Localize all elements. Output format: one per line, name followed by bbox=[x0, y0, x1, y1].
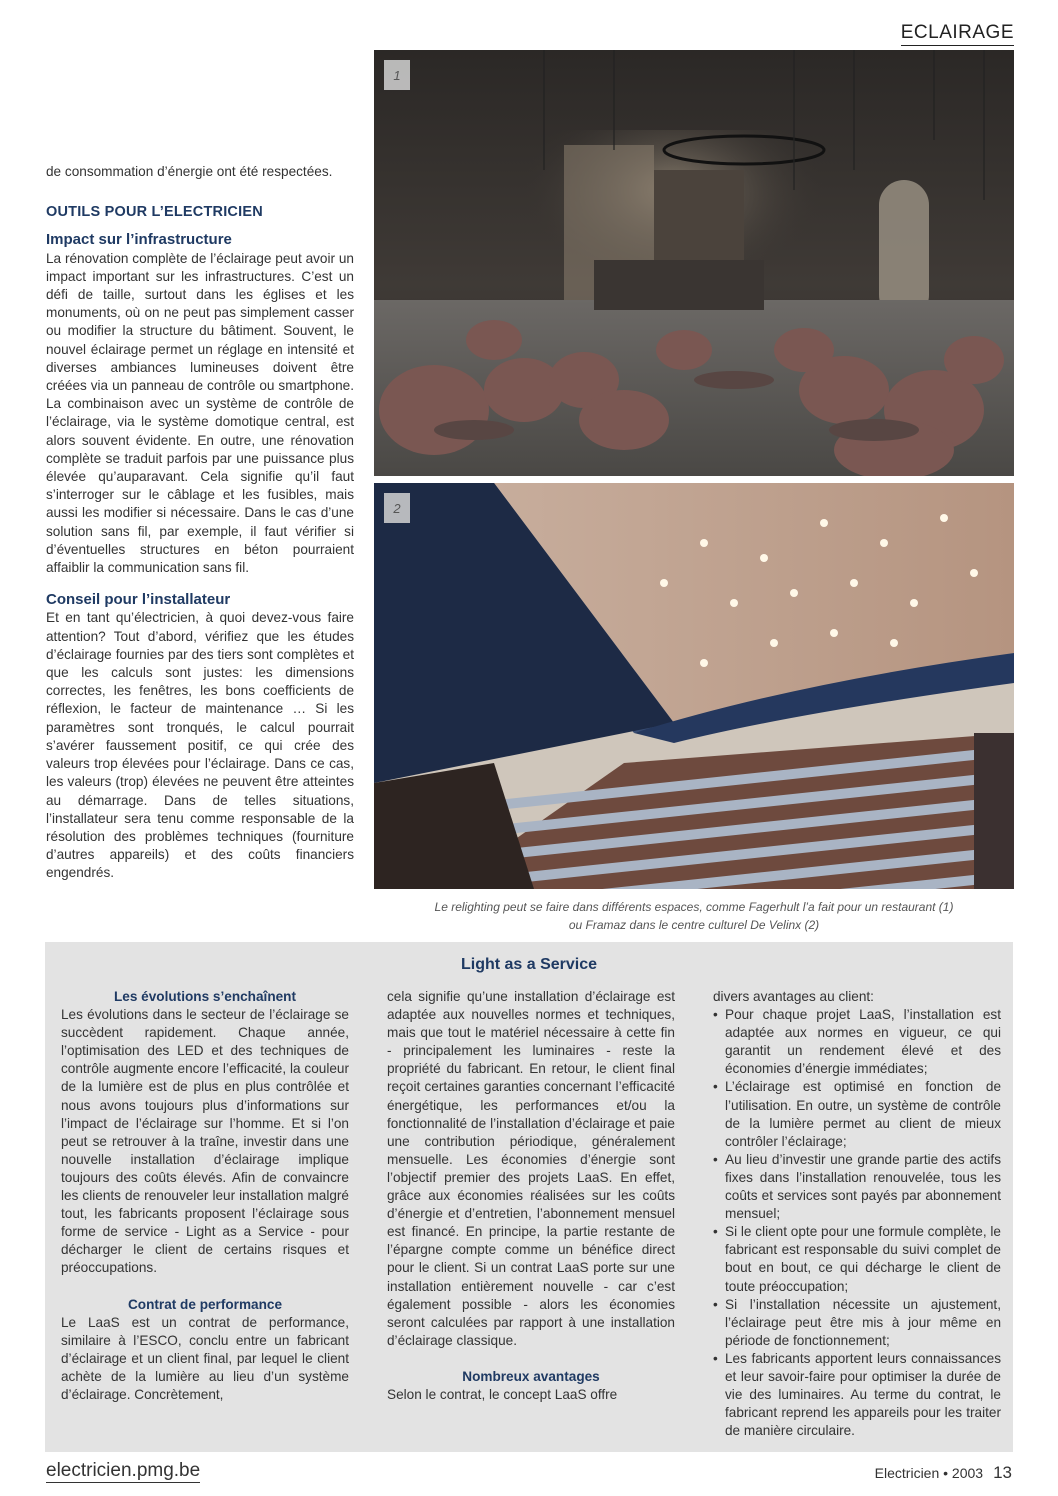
page-number: 13 bbox=[993, 1463, 1012, 1482]
box-paragraph: cela signifie qu’une installation d’éclairage est adaptée aux nouvelles normes et techniques, mais que tout le matériel nécessaire à cette fin - principalement les luminaires - reste la propriété du fabricant. En retour, le client final reçoit certaines garanties concernant l’efficacité énergétique, les performances et/ou la fonctionnalité de l’installation d’éclairage et paie une contribution périodique, généralement mensuelle. Les économies d’énergie sont l’objectif premier des projets LaaS. En effet, grâce aux économies réalisées sur les coûts d’énergie et d’entretien, l’abonnement mensuel est financé. En principe, la partie restante de l’épargne compte comme un bénéfice direct pour le client. Si un contrat LaaS porte sur une installation entièrement nouvelle - car c’est également possible - alors les économies seront calculées par rapport à une installation d’éclairage classique. bbox=[387, 989, 675, 1348]
caption-line: ou Framaz dans le centre culturel De Velinx (2) bbox=[568, 918, 820, 932]
magazine-issue: Electricien • 2003 bbox=[874, 1465, 984, 1481]
list-item: • L’éclairage est optimisé en fonction de l’utilisation. En outre, un système de contrôle de la lumière permet au client de mieux contrôler l’éclairage; bbox=[713, 1078, 1001, 1150]
section-heading: OUTILS POUR L’ELECTRICIEN bbox=[46, 204, 263, 221]
photo-caption bbox=[374, 898, 1014, 934]
box-paragraph: Les évolutions dans le secteur de l’éclairage se succèdent rapidement. Chaque année, l’optimisation des LED et des techniques de contrôle augmente encore l’efficacité, la couleur de la lumière est de plus en plus contrôlée et nous avons toujours plus d’informations sur l’impact de l’éclairage sur l’homme. Et si l’on peut se retrouver à la traîne, investir dans une nouvelle installation d’éclairage implique toujours des coûts élevés. Afin de convaincre les clients de renouveler leur installation malgré tout, les fabricants proposent l’éclairage sous forme de service - Light as a Service - pour décharger le client de certains risques et préoccupations. bbox=[61, 1007, 349, 1276]
left-column bbox=[46, 163, 354, 883]
box-subheading: Les évolutions s’enchaînent bbox=[113, 989, 297, 1004]
footer-website-link[interactable]: electricien.pmg.be bbox=[46, 1460, 201, 1481]
list-item: • Les fabricants apportent leurs connaissances et leur savoir-faire pour optimiser la durée de vie des luminaires. Au terme du contrat, le fabricant reprend les appareils pour les traiter de manière circulaire. bbox=[713, 1350, 1001, 1440]
caption-line: Le relighting peut se faire dans différents espaces, comme Fagerhult l’a fait pour un restaurant (1) bbox=[434, 900, 954, 914]
section-label: ECLAIRAGE bbox=[901, 22, 1014, 46]
box-column-3 bbox=[713, 988, 1001, 1440]
list-item: • Si l’installation nécessite un ajustement, l’éclairage peut être mis à jour même en période de fonctionnement; bbox=[713, 1296, 1001, 1350]
box-paragraph: Le LaaS est un contrat de performance, similaire à l’ESCO, conclu entre un fabricant d’éclairage et un client final, par lequel le client achète de la lumière au lieu d’un système d’éclairage. Concrètement, bbox=[61, 1314, 349, 1402]
box-title: Light as a Service bbox=[460, 956, 598, 973]
photo-number: 2 bbox=[384, 493, 410, 523]
box-column-2 bbox=[387, 988, 675, 1404]
photo-number: 1 bbox=[384, 60, 410, 90]
paragraph-infrastructure: La rénovation complète de l’éclairage peut avoir un impact important sur les infrastructures. C’est un défi de taille, surtout dans les églises et les monuments, où on ne peut pas simplement casser ou modifier la structure du bâtiment. Souvent, le nouvel éclairage permet un réglage en intensité et diverses ambiances lumineuses doivent être créées via un panneau de contrôle ou smartphone. La combinaison avec un système de contrôle de l’éclairage, via le système domotique central, est alors souvent évidente. En outre, une rénovation complète se traduit parfois par une puissance plus élevée qu’auparavant. Cela signifie qu’il faut s’interroger sur le câblage et les fusibles, mais aussi les modifier si nécessaire. Dans le cas d’une solution sans fil, par exemple, il faut vérifier si d’éventuelles structures en béton pourraient affaiblir la communication sans fil. bbox=[46, 250, 354, 576]
subheading-infrastructure: Impact sur l’infrastructure bbox=[46, 231, 232, 249]
list-item: • Pour chaque projet LaaS, l’installation est adaptée aux normes en vigueur, ce qui garantit un rendement élevé et des économies d’énergie immédiates; bbox=[713, 1006, 1001, 1078]
restaurant-photo bbox=[374, 50, 1014, 476]
laas-box bbox=[45, 942, 1013, 1452]
advantages-list bbox=[713, 1006, 1001, 1440]
box-subheading: Contrat de performance bbox=[127, 1296, 283, 1312]
box-paragraph: Selon le contrat, le concept LaaS offre bbox=[387, 1386, 618, 1402]
subheading-conseil: Conseil pour l’installateur bbox=[46, 591, 231, 609]
box-paragraph: divers avantages au client: bbox=[713, 989, 874, 1004]
box-subheading: Nombreux avantages bbox=[462, 1368, 600, 1384]
paragraph-conseil: Et en tant qu’électricien, à quoi devez-vous faire attention? Tout d’abord, vérifiez que les études d’éclairage fournies par des tiers sont complètes et que les calculs sont justes: les dimensions correctes, les fenêtres, les bons coefficients de réflexion, le facteur de maintenance … Si les paramètres sont tronqués, le calcul pourrait s’avérer faussement positif, ce qui crée des valeurs trop élevées pour l’éclairage. Dans ce cas, les valeurs (trop) élevées ne peuvent être atteintes au démarrage. Dans de telles situations, l’installateur sera tenu comme responsable de la résolution des problèmes techniques (fourniture d’autres appareils) et des coûts financiers engendrés. bbox=[46, 610, 354, 881]
footer-info bbox=[875, 1463, 1012, 1483]
intro-text: de consommation d’énergie ont été respectées. bbox=[46, 164, 333, 179]
list-item: • Si le client opte pour une formule complète, le fabricant est responsable du suivi complet de bout en bout, ce qui décharge le client de toute préoccupation; bbox=[713, 1223, 1001, 1295]
box-column-1 bbox=[61, 988, 349, 1404]
list-item: • Au lieu d’investir une grande partie des actifs fixes dans l’installation renouvelée, tous les coûts et services sont payés par abonnement mensuel; bbox=[713, 1151, 1001, 1223]
auditorium-photo bbox=[374, 483, 1014, 889]
